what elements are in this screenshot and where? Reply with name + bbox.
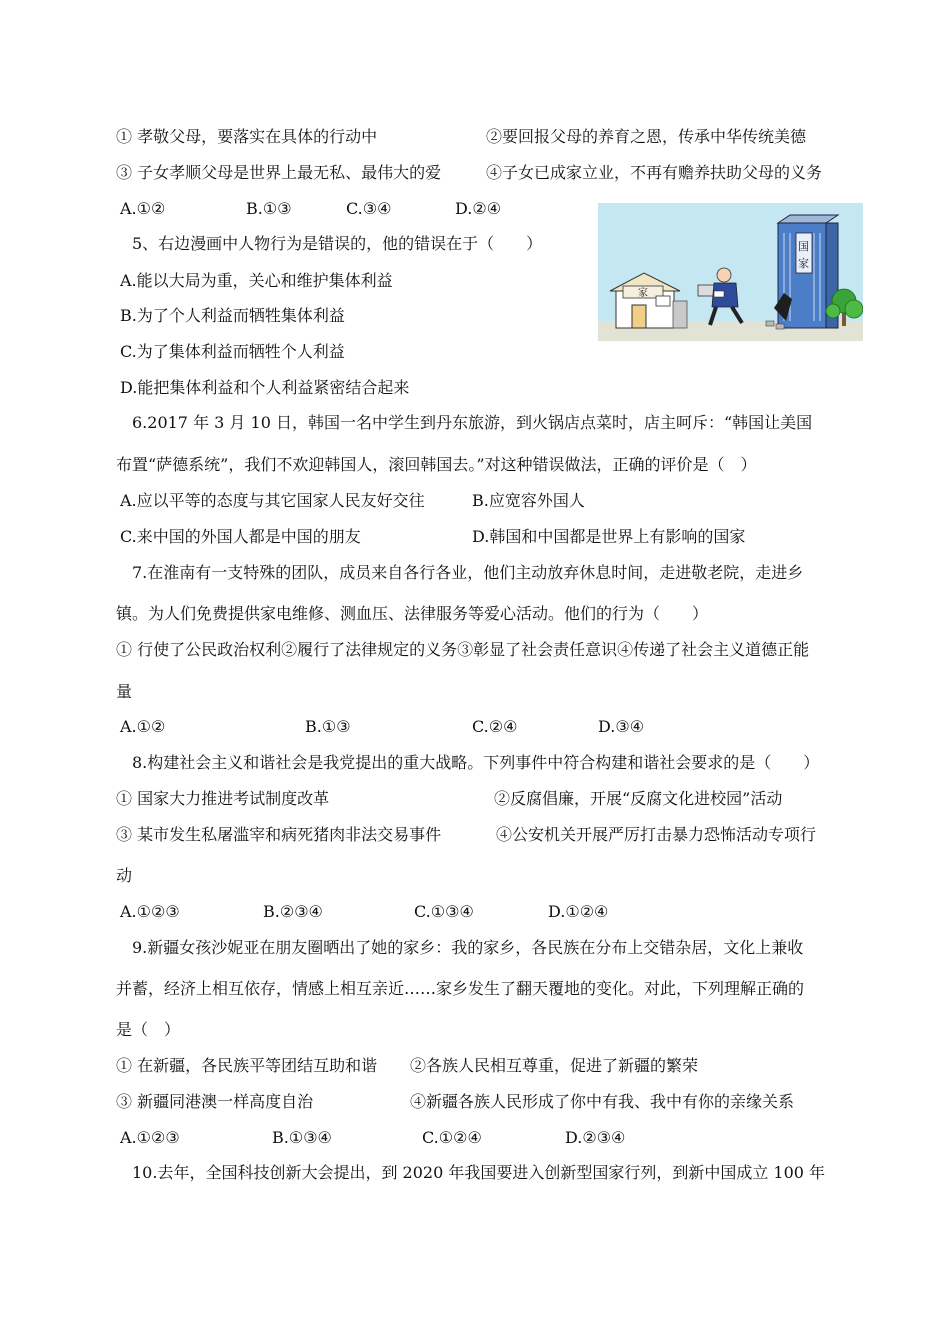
q7-choice-c: C.②④ xyxy=(472,717,518,736)
q5-choice-c: C.为了集体利益而牺牲个人利益 xyxy=(120,342,345,361)
q8-option-4: ④公安机关开展严厉打击暴力恐怖活动专项行 xyxy=(496,825,817,844)
q9-choice-a: A.①②③ xyxy=(120,1128,180,1147)
q8-choice-d: D.①②④ xyxy=(548,902,609,921)
q9-option-1: ① 在新疆，各民族平等团结互助和谐 xyxy=(116,1056,378,1075)
q8-option-1: ① 国家大力推进考试制度改革 xyxy=(116,789,330,808)
q4-choice-b: B.①③ xyxy=(246,199,292,218)
q5-stem: 5、右边漫画中人物行为是错误的，他的错误在于（ ） xyxy=(132,234,543,253)
q4-choice-d: D.②④ xyxy=(455,199,502,218)
building-label-1: 国 xyxy=(798,240,809,253)
q7-options-line: ① 行使了公民政治权利②履行了法律规定的义务③彰显了社会责任意识④传递了社会主义道德正能 xyxy=(116,640,810,659)
q7-stem-line-2: 镇。为人们免费提供家电维修、测血压、法律服务等爱心活动。他们的行为（ ） xyxy=(116,604,709,623)
q9-stem-line-3: 是（ ） xyxy=(116,1020,181,1039)
q6-choice-a: A.应以平等的态度与其它国家人民友好交往 xyxy=(120,491,425,510)
q4-option-1: ① 孝敬父母，要落实在具体的行动中 xyxy=(116,127,378,146)
q5-choice-d: D.能把集体利益和个人利益紧密结合起来 xyxy=(120,378,410,397)
q6-choice-d: D.韩国和中国都是世界上有影响的国家 xyxy=(472,527,746,546)
q6-stem-line-2: 布置“萨德系统”，我们不欢迎韩国人，滚回韩国去。”对这种错误做法，正确的评价是（ ） xyxy=(116,455,757,474)
q8-choice-c: C.①③④ xyxy=(414,902,474,921)
q9-stem-line-1: 9.新疆女孩沙妮亚在朋友圈晒出了她的家乡：我的家乡，各民族在分布上交错杂居，文化上兼收 xyxy=(132,938,804,957)
q10-stem-line-1: 10.去年，全国科技创新大会提出，到 2020 年我国要进入创新型国家行列，到新中国成立 100 年 xyxy=(132,1163,826,1182)
q9-option-4: ④新疆各族人民形成了你中有我、我中有你的亲缘关系 xyxy=(410,1092,795,1111)
q9-choice-d: D.②③④ xyxy=(565,1128,626,1147)
q8-choice-b: B.②③④ xyxy=(263,902,323,921)
q9-option-2: ②各族人民相互尊重，促进了新疆的繁荣 xyxy=(410,1056,699,1075)
q4-option-4: ④子女已成家立业，不再有赡养扶助父母的义务 xyxy=(486,163,823,182)
q8-stem: 8.构建社会主义和谐社会是我党提出的重大战略。下列事件中符合构建和谐社会要求的是（ ） xyxy=(132,753,820,772)
q8-option-4-wrap: 动 xyxy=(116,866,133,885)
q6-choice-b: B.应宽容外国人 xyxy=(472,491,585,510)
q7-choice-d: D.③④ xyxy=(598,717,645,736)
q9-option-3: ③ 新疆同港澳一样高度自治 xyxy=(116,1092,314,1111)
q5-choice-a: A.能以大局为重，关心和维护集体利益 xyxy=(120,271,393,290)
q7-choice-a: A.①② xyxy=(120,717,166,736)
q5-choice-b: B.为了个人利益而牺牲集体利益 xyxy=(120,306,345,325)
q7-choice-b: B.①③ xyxy=(305,717,351,736)
q8-option-3: ③ 某市发生私屠滥宰和病死猪肉非法交易事件 xyxy=(116,825,442,844)
q6-choice-c: C.来中国的外国人都是中国的朋友 xyxy=(120,527,361,546)
q6-stem-line-1: 6.2017 年 3 月 10 日，韩国一名中学生到丹东旅游，到火锅店点菜时，店主呵斥：“韩国让美国 xyxy=(132,413,813,432)
q4-option-3: ③ 子女孝顺父母是世界上最无私、最伟大的爱 xyxy=(116,163,442,182)
q9-stem-line-2: 并蓄，经济上相互依存，情感上相互亲近……家乡发生了翻天覆地的变化。对此，下列理解正确的 xyxy=(116,979,805,998)
q7-stem-line-1: 7.在淮南有一支特殊的团队，成员来自各行各业，他们主动放弃休息时间，走进敬老院，走进乡 xyxy=(132,563,804,582)
house-label: 家 xyxy=(638,288,648,299)
cartoon-illustration xyxy=(598,203,863,341)
building-label-2: 家 xyxy=(798,257,809,270)
q9-choice-c: C.①②④ xyxy=(422,1128,482,1147)
q8-option-2: ②反腐倡廉，开展“反腐文化进校园”活动 xyxy=(494,789,783,808)
q8-choice-a: A.①②③ xyxy=(120,902,180,921)
q4-choice-c: C.③④ xyxy=(346,199,392,218)
q9-choice-b: B.①③④ xyxy=(272,1128,332,1147)
q7-options-wrap: 量 xyxy=(116,682,133,701)
q4-choice-a: A.①② xyxy=(120,199,166,218)
q4-option-2: ②要回报父母的养育之恩，传承中华传统美德 xyxy=(486,127,807,146)
